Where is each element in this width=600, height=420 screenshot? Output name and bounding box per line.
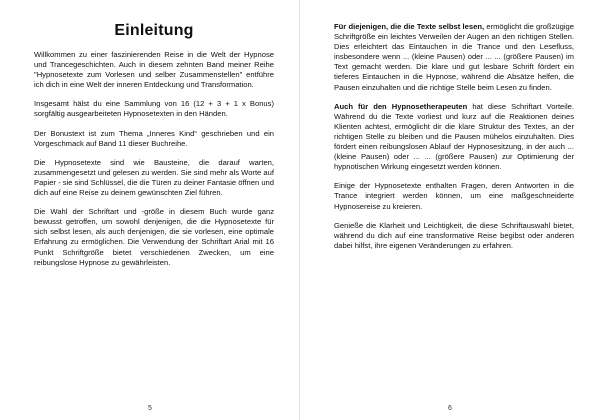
paragraph bbox=[334, 102, 574, 173]
paragraph: Die Hypnosetexte sind wie Bausteine, die darauf warten, zusammengesetzt und gelesen zu werden. Sie sind mehr als Worte auf Papier - sie sind Schlüssel, die die Türen zu deiner Fantasie öffnen und dich auf eine Reise zu deinem gewünschten Ziel führen. bbox=[34, 157, 274, 198]
paragraph: Der Bonustext ist zum Thema „Inneres Kind“ geschrieben und ein Vorgeschmack auf Band 11 dieser Buchreihe. bbox=[34, 128, 274, 148]
paragraph: Einige der Hypnosetexte enthalten Fragen, deren Antworten in die Trance integriert werden können, um eine maßgeschneiderte Hypnosereise zu kreieren. bbox=[334, 181, 574, 211]
right-page bbox=[300, 0, 600, 420]
bold-lead: Für diejenigen, die die Texte selbst lesen, bbox=[334, 22, 485, 31]
paragraph bbox=[334, 22, 574, 93]
chapter-title: Einleitung bbox=[114, 22, 194, 39]
left-page-content bbox=[34, 22, 274, 277]
page-number: 5 bbox=[148, 405, 152, 412]
bold-lead: Auch für den Hypnosetherapeuten bbox=[334, 101, 468, 111]
paragraph: Genieße die Klarheit und Leichtigkeit, die diese Schriftauswahl bietet, während du dich auf eine transformative Reise begibst oder anderen dabei hilfst, ihre eigenen Veränderungen zu erfahren. bbox=[334, 220, 574, 250]
paragraph: Insgesamt hälst du eine Sammlung von 16 (12 + 3 + 1 x Bonus) sorgfältig ausgearbeiteten Hypnosetexten in den Händen. bbox=[34, 99, 274, 119]
right-page-content bbox=[334, 22, 574, 260]
paragraph-text: ermöglicht die großzügige Schriftgröße ein leichtes Verweilen der Augen an den richtigen Stellen. Dies erleichtert das Eintauchen in die Trance und den Lesefluss, insbesondere wenn ... (kleine Pausen) oder ... ... (größere Pausen) im Text gemacht werden. Die klare und gut lesbare Schrift fördert ein tieferes Eintauchen in die Hypnose, während die Absätze helfen, die Pausen einzuhalten und die richtige Stelle beim Lesen zu finden. bbox=[334, 22, 574, 92]
paragraph: Die Wahl der Schriftart und -größe in diesem Buch wurde ganz bewusst getroffen, um sowohl denjenigen, die die Hypnosetexte für sich selbst lesen, als auch denjenigen, die sie vorlesen, eine optimale Erfahrung zu ermöglichen. Die Verwendung der Schriftart Arial mit 16 Punkt Schriftgröße bietet verschiedenen Zwecken, um eine reibungslose Hypnose zu gewährleisten. bbox=[34, 207, 274, 267]
paragraph-text: hat diese Schriftart Vorteile. Während du die Texte vorliest und kurz auf die Reaktionen deines Klienten achtest, ermöglicht dir die klare Struktur des Textes, an der richtigen Stelle zu bleiben und die Pausen mühelos einzuhalten. Dies fördert einen reibungslosen Ablauf der Hypnosesitzung, in der auch ... (kleine Pausen) oder ... ... (größere Pausen) zur Optimierung der hypnotischen Wirkung eingesetzt werden können. bbox=[334, 101, 574, 172]
page-number: 6 bbox=[448, 405, 452, 412]
paragraph: Willkommen zu einer faszinierenden Reise in die Welt der Hypnose und Trancegeschichten. Auch in diesem zehnten Band meiner Reihe "Hypnosetexte zum Vorlesen und selber Zusammenstellen" entführe ich dich in eine Welt der inneren Entdeckung und Transformation. bbox=[34, 50, 274, 90]
